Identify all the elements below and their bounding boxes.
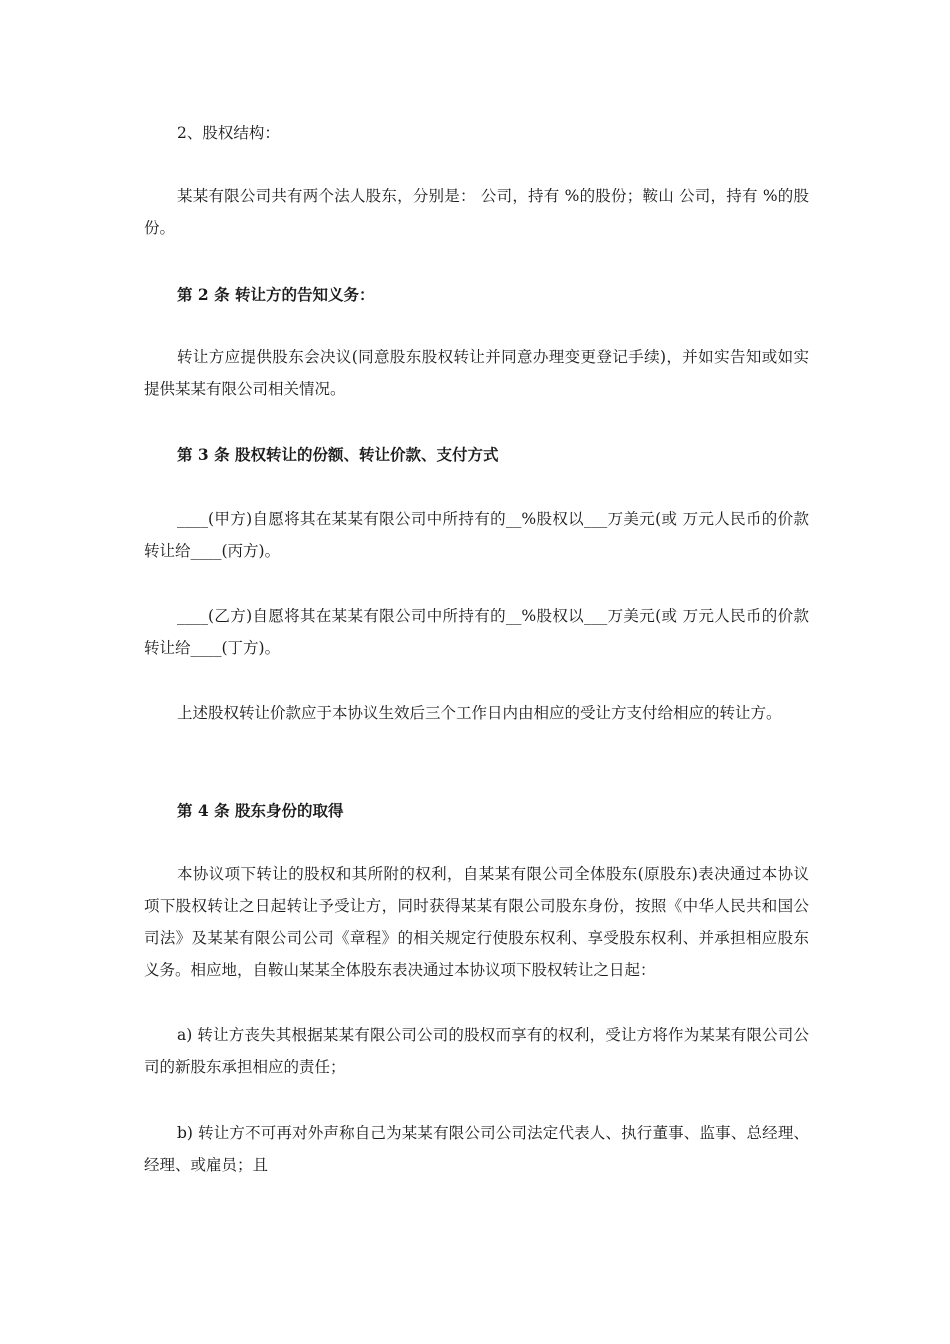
equity-structure-label: 2、股权结构：: [177, 124, 280, 142]
transfer-party-b-paragraph: ____(乙方)自愿将其在某某有限公司中所持有的__%股权以___万美元(或 万元人民币的价款转让给____(丁方)。: [144, 607, 809, 657]
article-3-heading: 第 3 条 股权转让的份额、转让价款、支付方式: [177, 445, 499, 464]
clause-a-paragraph: a) 转让方丧失其根据某某有限公司公司的股权而享有的权利，受让方将作为某某有限公司公司的新股东承担相应的责任；: [144, 1026, 809, 1076]
transfer-party-a-paragraph: ____(甲方)自愿将其在某某有限公司中所持有的__%股权以___万美元(或 万元人民币的价款转让给____(丙方)。: [144, 510, 809, 560]
payment-paragraph: 上述股权转让价款应于本协议生效后三个工作日内由相应的受让方支付给相应的转让方。: [177, 704, 782, 722]
clause-b-paragraph: b) 转让方不可再对外声称自己为某某有限公司公司法定代表人、执行董事、监事、总经理、经理、或雇员；且: [144, 1124, 809, 1174]
article-4-heading: 第 4 条 股东身份的取得: [177, 801, 344, 820]
shareholder-status-paragraph: 本协议项下转让的股权和其所附的权利，自某某有限公司全体股东(原股东)表决通过本协议项下股权转让之日起转让予受让方，同时获得某某有限公司股东身份，按照《中华人民共和国公司法》及某某有限公司公司《章程》的相关规定行使股东权利、享受股东权利、并承担相应股东义务。相应地，自鞍山某某全体股东表决通过本协议项下股权转让之日起：: [144, 865, 809, 979]
shareholders-paragraph: 某某有限公司共有两个法人股东，分别是： 公司，持有 %的股份；鞍山 公司，持有 %的股份。: [144, 187, 809, 237]
article-2-heading: 第 2 条 转让方的告知义务：: [177, 285, 375, 304]
disclosure-paragraph: 转让方应提供股东会决议(同意股东股权转让并同意办理变更登记手续)，并如实告知或如实提供某某有限公司相关情况。: [144, 348, 809, 398]
